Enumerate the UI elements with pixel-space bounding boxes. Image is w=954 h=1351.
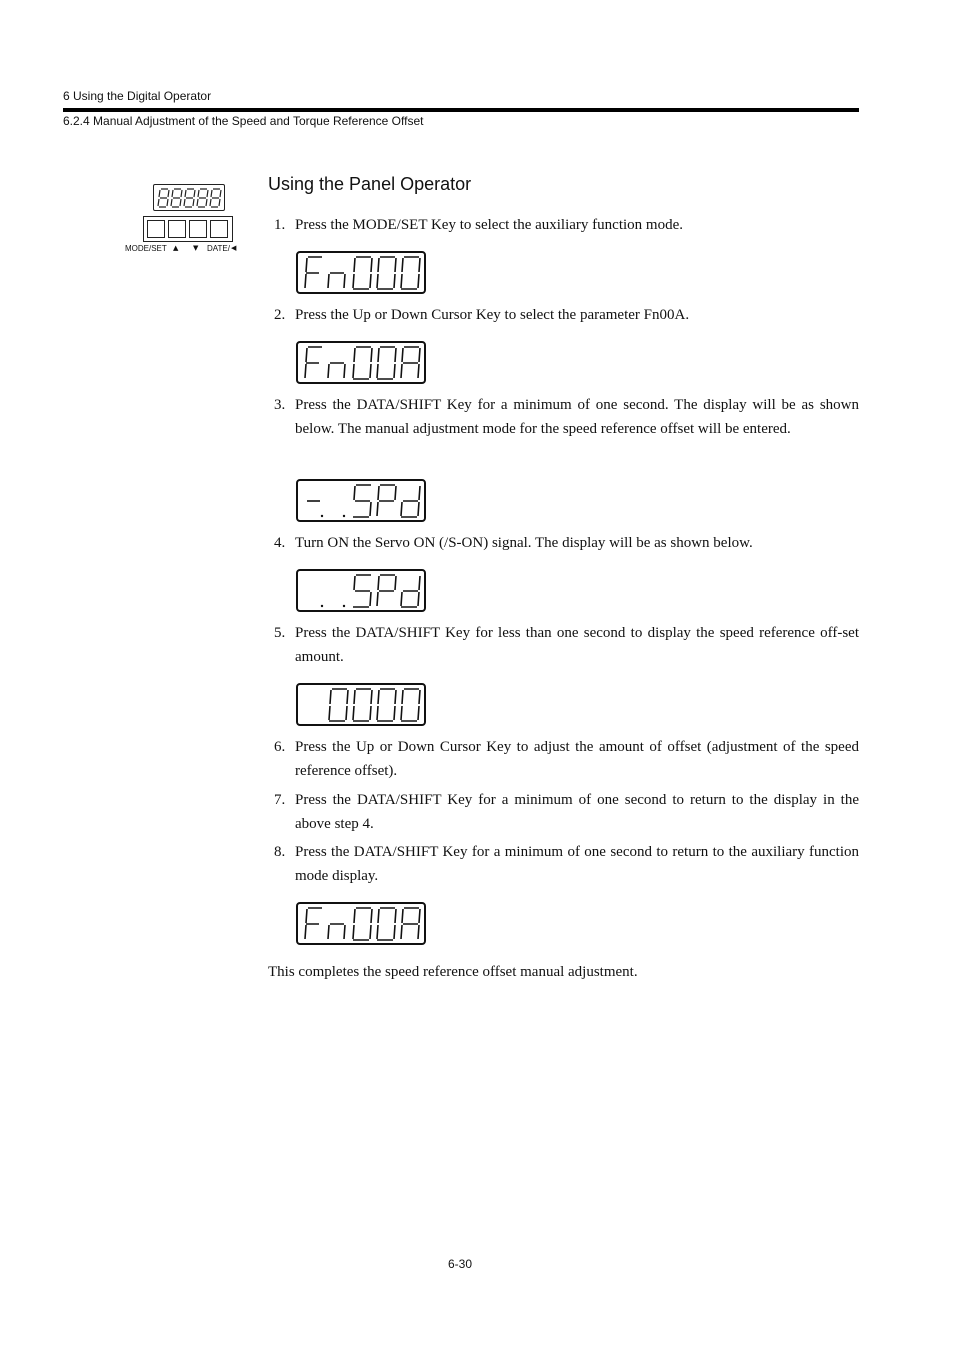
mode-set-label: MODE/SET (125, 244, 167, 253)
mode-set-key-icon (147, 220, 165, 238)
lcd-display-spd-on (296, 569, 426, 612)
panel-keys (143, 216, 233, 242)
shift-arrow-icon: ◀ (231, 244, 237, 252)
down-key-icon (189, 220, 207, 238)
step-text: Press the DATA/SHIFT Key for less than one second to display the speed reference off-set amount. (295, 625, 859, 665)
section-header: 6.2.4 Manual Adjustment of the Speed and Torque Reference Offset (63, 114, 424, 128)
step-number: 1. (274, 217, 286, 233)
step-number: 8. (274, 844, 286, 860)
data-shift-label: DATE/ (207, 244, 230, 253)
lcd-display-fn00a-return (296, 902, 426, 945)
step-text: Turn ON the Servo ON (/S-ON) signal. The display will be as shown below. (295, 535, 753, 551)
step-1 (268, 213, 859, 237)
lcd-display-spd-off (296, 479, 426, 522)
panel-operator-icon (123, 182, 241, 262)
step-8 (268, 840, 859, 888)
step-number: 4. (274, 535, 286, 551)
step-4 (268, 531, 859, 555)
step-5 (268, 621, 859, 669)
step-2 (268, 303, 859, 327)
panel-display-icon (153, 184, 225, 211)
up-arrow-icon: ▲ (173, 244, 179, 252)
step-text: Press the DATA/SHIFT Key for a minimum of one second to return to the display in the above step 4. (295, 792, 859, 832)
step-6 (268, 735, 859, 783)
conclusion-text: This completes the speed reference offset manual adjustment. (268, 964, 638, 980)
step-number: 6. (274, 739, 286, 755)
step-number: 7. (274, 792, 286, 808)
up-key-icon (168, 220, 186, 238)
section-title: Using the Panel Operator (268, 174, 472, 194)
step-number: 5. (274, 625, 286, 641)
step-7 (268, 788, 859, 836)
step-text: Press the DATA/SHIFT Key for a minimum of one second to return to the auxiliary function mode display. (295, 844, 859, 884)
step-text: Press the Up or Down Cursor Key to select the parameter Fn00A. (295, 307, 690, 323)
header-rule (63, 108, 859, 112)
step-number: 2. (274, 307, 286, 323)
lcd-display-fn00a (296, 341, 426, 384)
down-arrow-icon: ▼ (193, 244, 199, 252)
lcd-display-0000 (296, 683, 426, 726)
step-text: Press the Up or Down Cursor Key to adjust the amount of offset (adjustment of the speed reference offset). (295, 739, 859, 779)
step-number: 3. (274, 397, 286, 413)
chapter-header: 6 Using the Digital Operator (63, 89, 212, 103)
lcd-display-fn000 (296, 251, 426, 294)
page-number: 6-30 (448, 1257, 473, 1271)
step-text: Press the MODE/SET Key to select the auxiliary function mode. (295, 217, 683, 233)
data-shift-key-icon (210, 220, 228, 238)
step-text: Press the DATA/SHIFT Key for a minimum of one second. The display will be as shown below. The manual adjustment mode for the speed reference offset will be entered. (295, 397, 859, 437)
step-3 (268, 393, 859, 441)
